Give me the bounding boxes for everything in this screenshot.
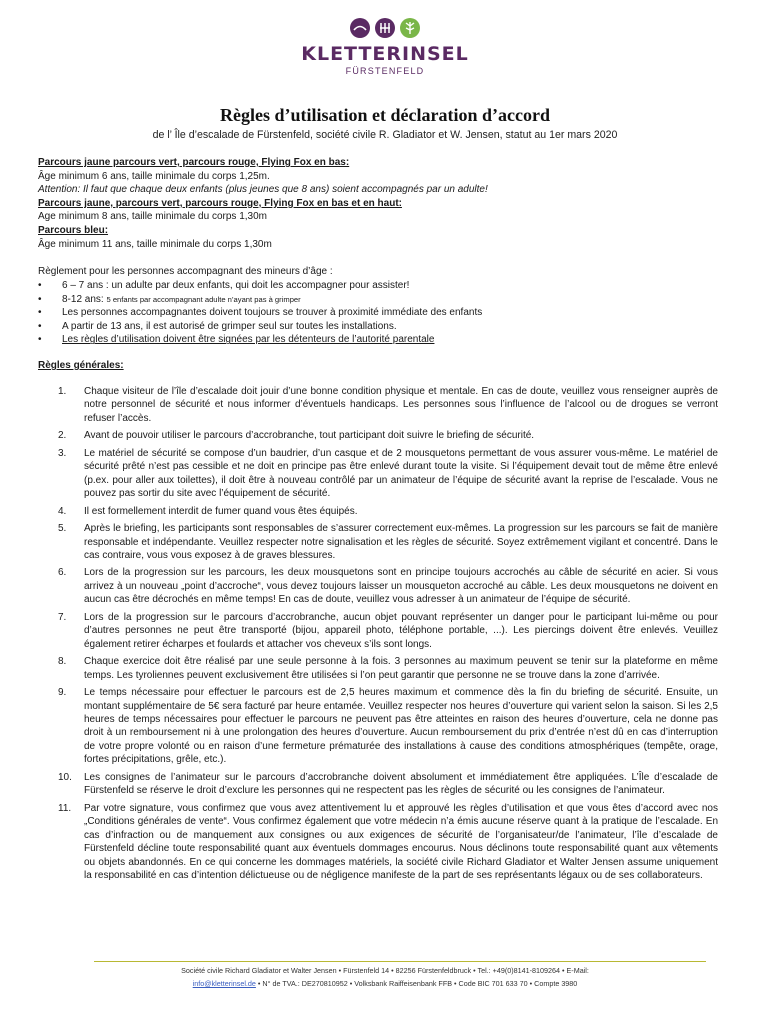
- purple-circle-icon: [349, 17, 371, 39]
- bullet: •: [38, 280, 42, 291]
- rule-number: 5.: [58, 523, 67, 535]
- bullet: •: [38, 334, 42, 346]
- rule-number: 9.: [58, 687, 67, 699]
- general-rules-list: [58, 385, 718, 882]
- rule-text: Les consignes de l’animateur sur le parcours d’accrobranche doivent absolument et immédiatement être appliquées. L’Île d’escalade de Fürstenfeld se réserve le droit d’exclure les personnes qui ne respectent pas les règles de sécurité ou les consignes de l’animateur.: [84, 771, 718, 797]
- course-heading-3: Parcours bleu:: [38, 224, 109, 236]
- rule-item: [58, 802, 718, 883]
- footer-line-2: [0, 979, 770, 988]
- list-item: [38, 320, 728, 334]
- tree-icon: [399, 17, 421, 39]
- rule-number: 6.: [58, 567, 67, 579]
- regulation-heading: Règlement pour les personnes accompagnant des mineurs d’âge :: [38, 266, 333, 277]
- rule-item: [58, 566, 718, 606]
- regulation-bullets: [38, 279, 728, 347]
- rule-item: [58, 655, 718, 682]
- footer-line-1: Société civile Richard Gladiator et Walter Jensen • Fürstenfeld 14 • 82256 Fürstenfeldbruck • Tel.: +49(0)8141-8109264 • E-Mail:: [181, 966, 589, 975]
- rule-number: 4.: [58, 505, 67, 517]
- kletterinsel-logo: [0, 16, 770, 76]
- rule-item: [58, 429, 718, 442]
- rule-item: [58, 686, 718, 767]
- rule-item: [58, 611, 718, 651]
- course-heading-1: Parcours jaune parcours vert, parcours rouge, Flying Fox en bas:: [38, 157, 350, 168]
- footer-divider: [94, 961, 706, 962]
- rule-number: 8.: [58, 656, 67, 668]
- rule-number: 2.: [58, 430, 67, 442]
- rule-number: 7.: [58, 611, 67, 623]
- course-requirements: [38, 156, 728, 251]
- course-line-3: Âge minimum 11 ans, taille minimale du corps 1,30m: [38, 238, 272, 250]
- bullet-text-small: 5 enfants par accompagnant adulte n’ayant pas à grimper: [106, 294, 301, 304]
- rule-text: Par votre signature, vous confirmez que vous avez attentivement lu et approuvé les règles d’utilisation et que vous êtes d’accord avec nos „Conditions générales de vente“. Vous confirmez également que votre médecin n’a émis aucune réserve quant à la pratique de l’escalade. En cas d’infraction ou de manquement aux consignes ou aux exigences de sécurité de l’organisateur/de l’animateur, l’île d’escalade de Fürstenfeld décline toute responsabilité quant aux éventuels dommages encourus. Nous déclinons toute responsabilité quant aux vêtements ou objets abandonnés. En ce qui concerne les dommages matériels, la société civile Richard Gladiator et Walter Jensen assume uniquement la responsabilité en cas d’intention délictueuse ou de négligence manifeste de la part de ses représentants légaux ou de ses collaborateurs.: [84, 802, 718, 881]
- rule-text: Lors de la progression sur le parcours d’accrobranche, aucun objet pouvant représenter un danger pour le participant lui-même ou pour d’autres personnes ne peut être transporté (bijou, appareil photo, téléphone portable, ...). Les piercings doivent être enlevés. Veuillez également retirer écharpes et foulards et attacher vos cheveux s’ils sont longs.: [84, 611, 718, 650]
- course-line-2: Age minimum 8 ans, taille minimale du corps 1,30m: [38, 211, 267, 223]
- bullet-text: 8-12 ans:: [62, 293, 104, 305]
- rule-text: Il est formellement interdit de fumer quand vous êtes équipés.: [84, 505, 358, 517]
- rule-text: Le temps nécessaire pour effectuer le parcours est de 2,5 heures maximum et commence dès la fin du briefing de sécurité. Ensuite, un montant supplémentaire de 5€ sera facturé par heure entamée. Veuillez respecter nos heures d’ouverture qui varient selon la saison. Si les 2,5 heures de temps nécessaires pour effectuer le parcours ne peuvent pas être atteintes en raison des heures d’ouverture, cela ne donne pas droit à un remboursement ni à une prolongation des heures d’ouverture. Aucun remboursement du prix d’entrée n’est dû en cas d’interruption de votre propre volonté ou en raison d’une fermeture prématurée des installations à cause des conditions atmosphériques (tempête, orage, fortes précipitations, grêle, etc.).: [84, 687, 718, 766]
- rule-text: Après le briefing, les participants sont responsables de s’assurer correctement eux-mêmes. La progression sur les parcours se fait de manière responsable et indépendante. Veuillez respecter notre signalisation et les règles de sécurité. Soyez extrêmement vigilant et concentré. Dans le cas contraire, vous vous exposez à de graves blessures.: [84, 523, 718, 561]
- logo-name: KLETTERINSEL: [301, 43, 469, 65]
- rule-text: Chaque visiteur de l’île d’escalade doit jouir d’une bonne condition physique et mentale. En cas de doute, veuillez vous renseigner auprès de notre personnel de sécurité et nous informer d’éventuels handicaps. Les personnes sous l’influence de l’alcool ou de drogues se verront refuser l’accès.: [84, 386, 718, 424]
- course-attention: Attention: Il faut que chaque deux enfants (plus jeunes que 8 ans) soient accompagnés par un adulte!: [38, 184, 488, 196]
- rule-item: [58, 385, 718, 425]
- rule-item: [58, 522, 718, 562]
- email-link[interactable]: info@kletterinsel.de: [192, 979, 256, 988]
- bullet-text: 6 – 7 ans : un adulte par deux enfants, qui doit les accompagner pour assister!: [62, 280, 410, 291]
- course-line-1: Âge minimum 6 ans, taille minimale du corps 1,25m.: [38, 170, 270, 182]
- rule-number: 3.: [58, 447, 67, 459]
- bullet-text: A partir de 13 ans, il est autorisé de grimper seul sur toutes les installations.: [62, 320, 397, 332]
- course-heading-2: Parcours jaune, parcours vert, parcours rouge, Flying Fox en bas et en haut:: [38, 197, 402, 209]
- bullet-text: Les personnes accompagnantes doivent toujours se trouver à proximité immédiate des enfants: [62, 307, 483, 319]
- rule-number: 10.: [58, 771, 72, 783]
- bullet: •: [38, 307, 42, 319]
- bullet: •: [38, 293, 42, 305]
- rule-text: Lors de la progression sur les parcours, les deux mousquetons sont en principe toujours accrochés au câble de sécurité en acier. Si vous arrivez à un nouveau „point d’accroche“, vous devez toujours laisser un mousqueton accroché au câble. Les deux mousquetons ne doivent en aucun cas être décrochés en même temps! En cas de doute, veuillez vous adresser à un animateur de l’équipe de sécurité.: [84, 567, 718, 606]
- rule-text: Avant de pouvoir utiliser le parcours d’accrobranche, tout participant doit suivre le briefing de sécurité.: [84, 430, 535, 442]
- rule-number: 11.: [58, 802, 72, 814]
- bullet-text: Les règles d’utilisation doivent être signées par les détenteurs de l’autorité parentale: [62, 334, 435, 346]
- rule-item: [58, 771, 718, 798]
- list-item: [38, 279, 728, 293]
- rule-text: Le matériel de sécurité se compose d’un baudrier, d’un casque et de 2 mousquetons permettant de vous assurer vous-même. Le matériel de sécurité prêté n’est pas cessible et ne doit en principe pas être enlevé durant toute la visite. Si l’équipement devait tout de même être enlevé (p.ex. pour aller aux toilettes), il doit être à nouveau contrôlé par un animateur de l’équipe de sécurité avant la reprise de l’escalade. Vous ne pouvez pas sortir du site avec l’équipement de sécurité.: [84, 447, 718, 500]
- rule-number: 1.: [58, 386, 67, 397]
- footer-details: • N° de TVA.: DE270810952 • Volksbank Raiffeisenbank FFB • Code BIC 701 633 70 • Compte 3980: [257, 979, 578, 988]
- document-title: Règles d’utilisation et déclaration d’accord: [220, 105, 550, 125]
- logo-icons: [0, 16, 770, 40]
- bullet: •: [38, 320, 42, 332]
- general-rules-heading: Règles générales:: [38, 360, 124, 371]
- rule-text: Chaque exercice doit être réalisé par une seule personne à la fois. 3 personnes au maximum peuvent se tenir sur la plateforme en même temps. Les tyroliennes peuvent exclusivement être utilisées si l’on peut garantir que personne ne se trouve dans la zone d’arrivée.: [84, 656, 718, 681]
- list-item: [38, 293, 728, 307]
- climber-icon: [374, 17, 396, 39]
- rule-item: [58, 447, 718, 501]
- logo-subtitle: FÜRSTENFELD: [345, 66, 425, 76]
- rule-item: [58, 505, 718, 518]
- document-subtitle: de l’ Île d’escalade de Fürstenfeld, société civile R. Gladiator et W. Jensen, statut au 1er mars 2020: [152, 129, 618, 141]
- list-item: [38, 333, 728, 347]
- list-item: [38, 306, 728, 320]
